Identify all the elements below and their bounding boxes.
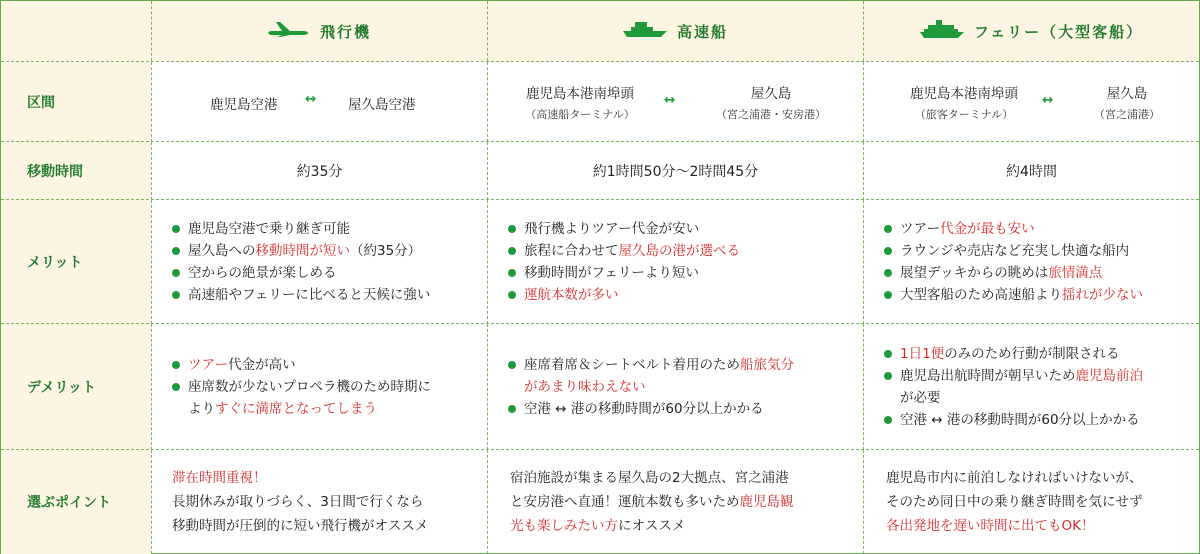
list-item-highlight: 代金が最も安い — [940, 221, 1035, 237]
list-item-text: 座席数が少ないプロペラ機のため時期に — [188, 379, 431, 395]
point-highspeed-text — [510, 466, 794, 538]
list-item-highlight: 船旅気分 — [740, 357, 794, 373]
point-line-highlight: 各出発地を遅い時間に出てもOK！ — [886, 518, 1095, 534]
highspeed-route-arrow: ↔ — [664, 92, 676, 108]
merit-ferry — [863, 200, 1199, 324]
list-item — [508, 218, 740, 240]
list-item — [508, 398, 794, 420]
point-plane — [151, 450, 487, 554]
highspeed-to-name: 屋久島 — [750, 86, 792, 102]
list-item — [884, 262, 1143, 284]
highspeed-from-name: 鹿児島本港南埠頭 — [526, 86, 634, 102]
list-item — [172, 240, 430, 262]
list-item — [884, 365, 1143, 409]
section-row — [1, 61, 1199, 142]
point-line-highlight: 鹿児島観 — [739, 494, 794, 510]
list-item-highlight: 運航本数が多い — [524, 287, 619, 303]
list-item-text: 高速船やフェリーに比べると天候に強い — [188, 287, 431, 303]
time-ferry-value: 約4時間 — [1006, 164, 1057, 180]
list-item-text: 空港 ↔ 港の移動時間が60分以上かかる — [900, 412, 1140, 428]
point-line-text: 鹿児島市内に前泊しなければいけないが、 — [886, 470, 1143, 486]
list-item-text: ツアー — [900, 221, 941, 237]
list-item-highlight: 1日1便 — [900, 346, 945, 362]
header-highspeed — [487, 1, 863, 61]
time-row — [1, 141, 1199, 200]
ferry-from — [894, 82, 1034, 122]
highspeed-from — [510, 82, 650, 122]
speedboat-icon — [623, 20, 677, 42]
list-item — [172, 354, 431, 376]
point-line-highlight: 滞在時間重視！ — [172, 470, 267, 486]
ferry-from-name: 鹿児島本港南埠頭 — [910, 86, 1018, 102]
demerit-ferry — [863, 324, 1199, 450]
ferry-to — [1072, 82, 1182, 122]
point-ferry-text — [886, 466, 1143, 538]
list-item-text: ラウンジや売店など充実し快適な船内 — [900, 243, 1130, 259]
point-plane-text — [172, 466, 428, 538]
merit-label-cell — [1, 200, 151, 324]
list-item-text: 展望デッキからの眺めは — [900, 265, 1049, 281]
list-item-text: 鹿児島出航時間が朝早いため — [900, 368, 1076, 384]
list-item — [508, 354, 794, 398]
plane-from: 鹿児島空港 — [210, 97, 278, 113]
list-item — [172, 284, 430, 306]
list-item — [884, 240, 1143, 262]
demerit-label: デメリット — [27, 380, 96, 396]
list-item-highlight: ツアー — [188, 357, 229, 373]
merit-plane — [151, 200, 487, 324]
point-line-text: 宿泊施設が集まる屋久島の2大拠点、宮之浦港 — [510, 470, 789, 486]
point-line-text: そのため同日中の乗り継ぎ時間を気にせず — [886, 494, 1143, 510]
merit-highspeed — [487, 200, 863, 324]
ferry-icon — [920, 19, 974, 43]
time-plane-value: 約35分 — [296, 164, 343, 180]
list-item-text: 空からの絶景が楽しめる — [188, 265, 337, 281]
plane-to: 屋久島空港 — [348, 97, 416, 113]
list-item — [884, 343, 1143, 365]
list-item — [508, 262, 740, 284]
demerit-highspeed — [487, 324, 863, 450]
list-item-text: 飛行機よりツアー代金が安い — [524, 221, 700, 237]
highspeed-from-sub: （高速船ターミナル） — [525, 108, 635, 121]
point-ferry — [863, 450, 1199, 554]
ferry-route-arrow: ↔ — [1042, 92, 1054, 108]
list-item-text: 移動時間がフェリーより短い — [524, 265, 699, 281]
header-plane-label: 飛行機 — [319, 22, 371, 41]
header-row — [1, 1, 1199, 61]
time-label-cell — [1, 142, 151, 200]
highspeed-to-sub: （宮之浦港・安房港） — [716, 108, 826, 121]
list-item-highlight: 揺れが少ない — [1062, 287, 1143, 303]
list-item — [172, 218, 430, 240]
section-ferry — [863, 62, 1199, 142]
list-item-text: 空港 ↔ 港の移動時間が60分以上かかる — [524, 401, 764, 417]
header-plane — [151, 1, 487, 61]
list-item-highlight: 旅情満点 — [1048, 265, 1103, 281]
list-item-text: 大型客船のため高速船より — [900, 287, 1062, 303]
list-item-text: 屋久島への — [188, 243, 256, 259]
list-item — [172, 262, 430, 284]
list-item — [172, 376, 431, 420]
list-item — [508, 284, 740, 306]
merit-row — [1, 199, 1199, 324]
list-item-highlight: 移動時間が短い — [255, 243, 350, 259]
header-highspeed-label: 高速船 — [676, 22, 728, 41]
list-item-highlight: 鹿児島前泊 — [1075, 368, 1143, 384]
list-item-text: より — [188, 401, 215, 417]
section-highspeed — [487, 62, 863, 142]
demerit-highspeed-list — [508, 354, 794, 420]
list-item — [884, 284, 1143, 306]
header-ferry-label: フェリー（大型客船） — [973, 22, 1144, 41]
section-plane — [151, 62, 487, 142]
header-ferry — [863, 1, 1199, 61]
point-line-text: 移動時間が圧倒的に短い飛行機がオススメ — [172, 518, 429, 534]
point-line-text: 長期休みが取りづらく、3日間で行くなら — [172, 494, 424, 510]
list-item — [884, 409, 1143, 431]
time-label: 移動時間 — [27, 164, 83, 180]
list-item-text: が必要 — [900, 390, 941, 406]
list-item — [508, 240, 740, 262]
list-item-highlight: 屋久島の港が選べる — [618, 243, 740, 259]
point-row — [1, 449, 1199, 554]
point-line-highlight: 光も楽しみたい方 — [510, 518, 618, 534]
merit-plane-list — [172, 218, 430, 306]
ferry-to-sub: （宮之浦港） — [1094, 108, 1160, 121]
merit-highspeed-list — [508, 218, 740, 306]
list-item-highlight: があまり味わえない — [524, 379, 646, 395]
list-item-text: のみのため行動が制限される — [944, 346, 1120, 362]
demerit-plane-list — [172, 354, 431, 420]
point-line-text: にオススメ — [618, 518, 686, 534]
point-label: 選ぶポイント — [27, 495, 111, 511]
time-ferry — [863, 142, 1199, 200]
merit-label: メリット — [27, 255, 83, 271]
list-item-text: 座席着席＆シートベルト着用のため — [524, 357, 740, 373]
plane-route-arrow: ↔ — [305, 91, 317, 107]
section-label: 区間 — [27, 95, 55, 111]
list-item-text: 旅程に合わせて — [524, 243, 619, 259]
airplane-icon — [268, 20, 320, 42]
list-item-text: 代金が高い — [228, 357, 296, 373]
section-label-cell — [1, 62, 151, 142]
demerit-plane — [151, 324, 487, 450]
list-item-highlight: すぐに満席となってしまう — [215, 401, 377, 417]
demerit-label-cell — [1, 324, 151, 450]
header-blank — [1, 1, 151, 61]
point-line-text: と安房港へ直通！運航本数も多いため — [510, 494, 740, 510]
time-highspeed — [487, 142, 863, 200]
merit-ferry-list — [884, 218, 1143, 306]
point-highspeed — [487, 450, 863, 554]
list-item-text: 鹿児島空港で乗り継ぎ可能 — [188, 221, 350, 237]
list-item-text: （約35分） — [350, 243, 422, 259]
time-plane — [151, 142, 487, 200]
demerit-ferry-list — [884, 343, 1143, 431]
ferry-from-sub: （旅客ターミナル） — [914, 108, 1014, 121]
list-item — [884, 218, 1143, 240]
ferry-to-name: 屋久島 — [1106, 86, 1148, 102]
highspeed-to — [706, 82, 836, 122]
time-highspeed-value: 約1時間50分〜2時間45分 — [592, 164, 759, 180]
demerit-row — [1, 323, 1199, 450]
point-label-cell — [1, 450, 151, 554]
